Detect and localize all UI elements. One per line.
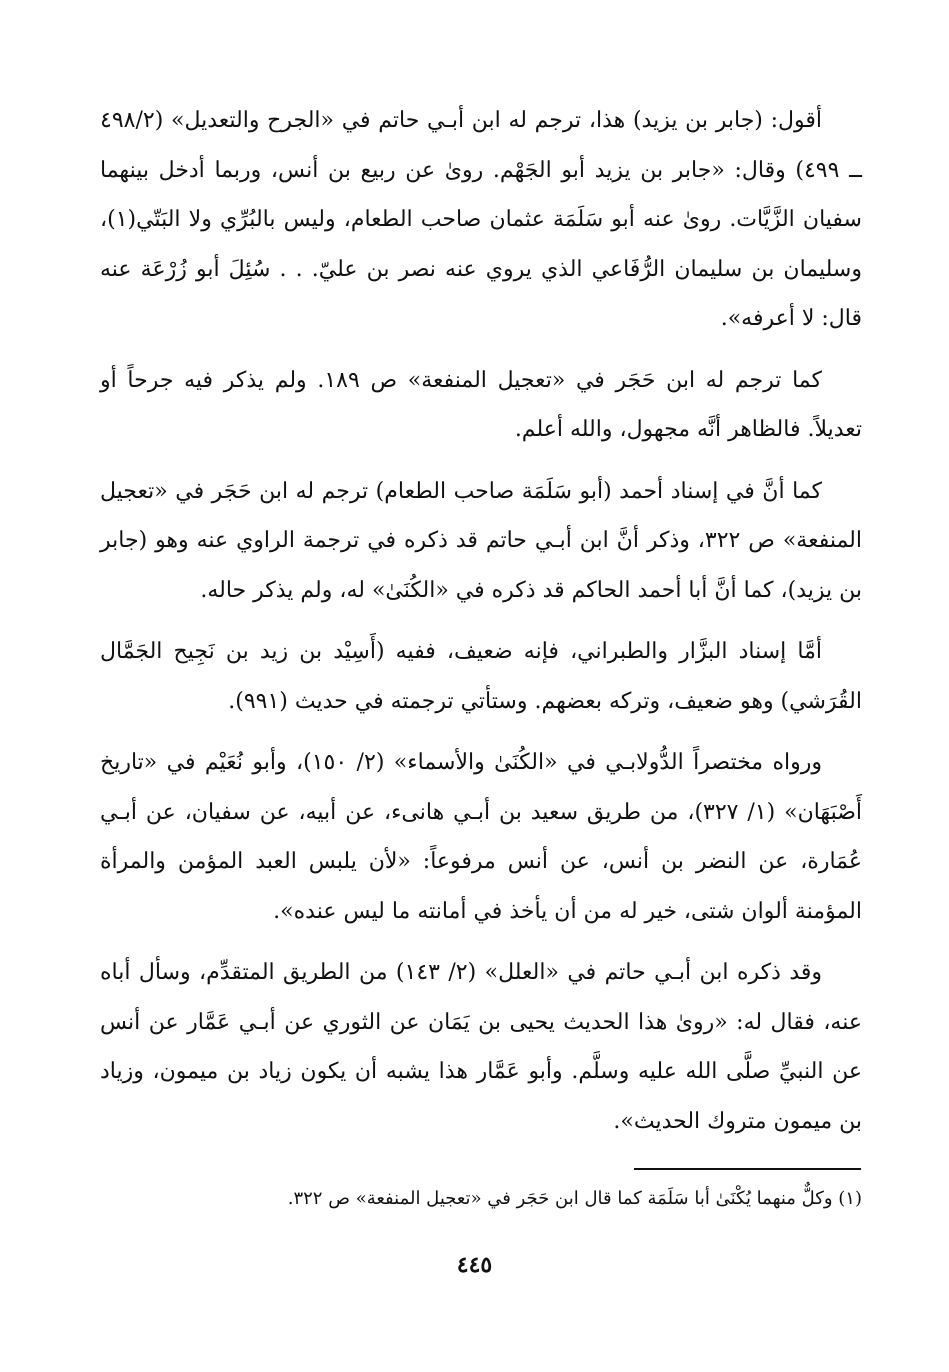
paragraph-5: ورواه مختصراً الدُّولابـي في «الكُنَىٰ والأسماء» (٢/ ١٥٠)، وأبو نُعَيْم في «تاريخ أَصْبَهَان» (١/ ٣٢٧)، من طريق سعيد بن أبـي هانىء، عن أبيه، عن سفيان، عن أبـي عُمَارة، عن النضر بن أنس، عن أنس مرفوعاً: «لأن يلبس العبد المؤمن والمرأة المؤمنة ألوان شتى، خير له من أن يأخذ في أمانته ما ليس عنده». — [100, 750, 862, 924]
footnote-divider — [634, 1168, 861, 1170]
paragraph-4: أمَّا إسناد البزَّار والطبراني، فإنه ضعيف، ففيه (أَسِيْد بن زيد بن نَجِيح الجَمَّال القُرَشي) وهو ضعيف، وتركه بعضهم. وستأتي ترجمته في حديث (٩٩١). — [100, 639, 862, 714]
paragraph-2: كما ترجم له ابن حَجَر في «تعجيل المنفعة» ص ١٨٩. ولم يذكر فيه جرحاً أو تعديلاً. فالظاهر أنَّه مجهول، والله أعلم. — [100, 367, 862, 442]
paragraph-1: أقول: (جابر بن يزيد) هذا، ترجم له ابن أبـي حاتم في «الجرح والتعديل» (٤٩٨/٢ ــ ٤٩٩) وقال: «جابر بن يزيد أبو الجَهْم. روىٰ عن ربيع بن أنس، وربما أدخل بينهما سفيان الزَّيَّات. روىٰ عنه أبو سَلَمَة عثمان صاحب الطعام، وليس بالبُرِّي ولا البَتّي(١)، وسليمان بن سليمان الرُّفَاعي الذي يروي عنه نصر بن عليّ. . . سُئِلَ أبو زُرْعَة عنه قال: لا أعرفه». — [100, 108, 862, 331]
page-number: ٤٤٥ — [456, 1252, 493, 1278]
paragraph-3: كما أنَّ في إسناد أحمد (أبو سَلَمَة صاحب الطعام) ترجم له ابن حَجَر في «تعجيل المنفعة» ص ٣٢٢، وذكر أنَّ ابن أبـي حاتم قد ذكره في ترجمة الراوي عنه وهو (جابر بن يزيد)، كما أنَّ أبا أحمد الحاكم قد ذكره في «الكُنَىٰ» له، ولم يذكر حاله. — [100, 478, 862, 603]
page-body — [100, 96, 862, 1158]
paragraph-6: وقد ذكره ابن أبـي حاتم في «العلل» (٢/ ١٤٣) من الطريق المتقدِّم، وسأل أباه عنه، فقال له: «روىٰ هذا الحديث يحيى بن يَمَان عن الثوري عن أبـي عَمَّار عن أنس عن النبيِّ صلَّى الله عليه وسلَّم. وأبو عَمَّار هذا يشبه أن يكون زياد بن ميمون، وزياد بن ميمون متروك الحديث». — [100, 960, 862, 1134]
footnote: (١) وكلٌّ منهما يُكْنَىٰ أبا سَلَمَة كما قال ابن حَجَر في «تعجيل المنفعة» ص ٣٢٢. — [287, 1188, 862, 1209]
